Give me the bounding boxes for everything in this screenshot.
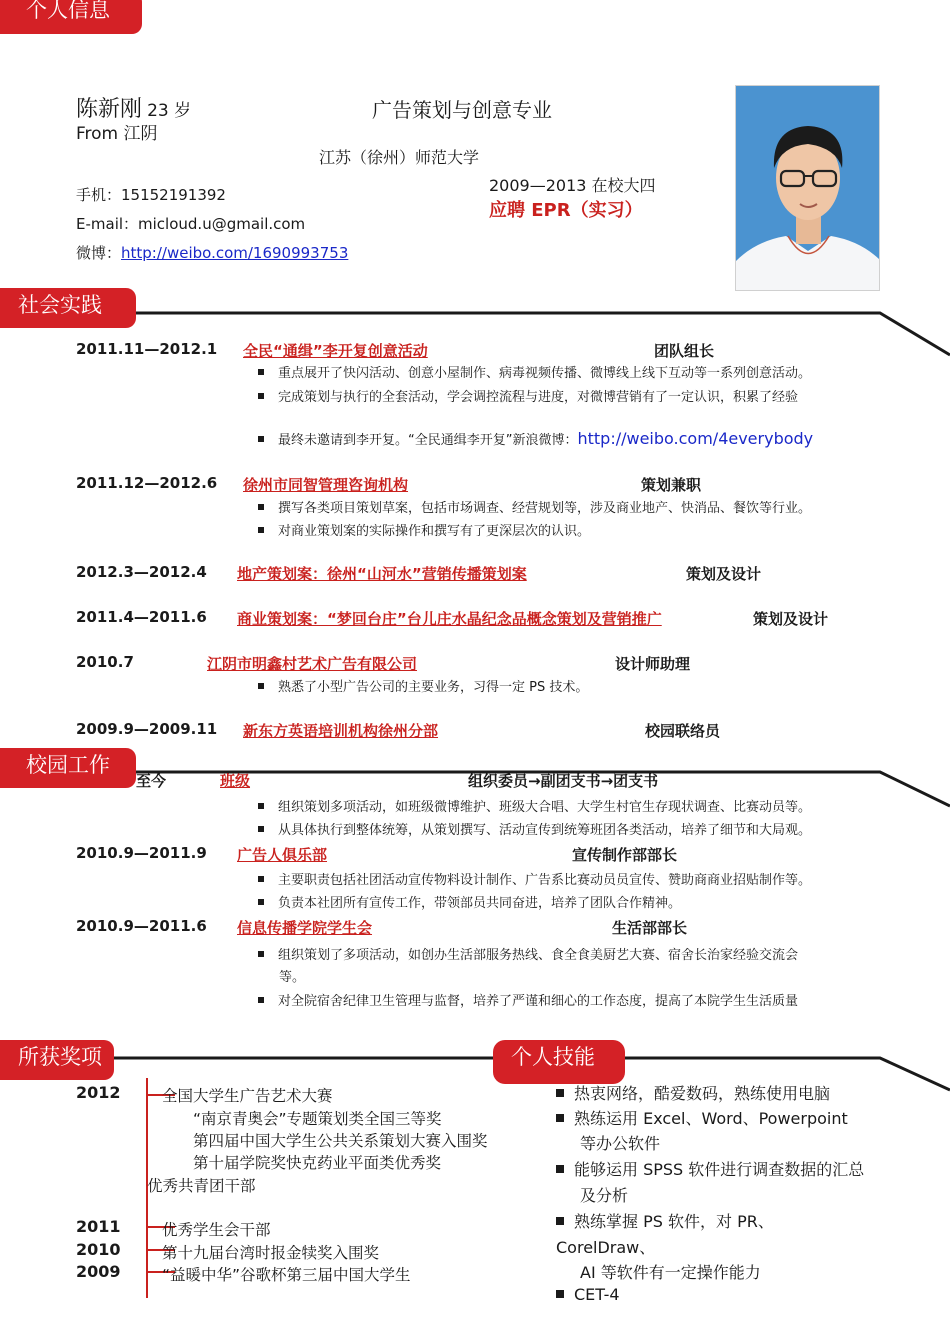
- entry-date: 2010.9—2011.9: [76, 844, 207, 862]
- entry-role: 生活部部长: [612, 919, 688, 937]
- profile-age: 23 岁: [147, 101, 192, 121]
- section-tag-awards: [0, 1040, 114, 1080]
- skill-text: 热衷网络，酷爱数码，熟练使用电脑: [574, 1084, 831, 1103]
- entry-role: 策划及设计: [686, 565, 762, 583]
- section-title: 校园工作: [26, 753, 110, 777]
- entry-role: 策划及设计: [753, 610, 829, 628]
- profile-position: 应聘 EPR（实习）: [489, 200, 643, 221]
- entry-org: 新东方英语培训机构徐州分部: [243, 722, 439, 740]
- bullet-item: [258, 520, 590, 539]
- portrait-photo: [735, 85, 880, 291]
- award-item: 第十届学院奖快克药业平面类优秀奖: [193, 1154, 442, 1172]
- bullet-item: [258, 819, 811, 838]
- section-title: 所获奖项: [18, 1045, 102, 1069]
- bullet-icon: [258, 527, 264, 533]
- entry-org: 徐州市同智管理咨询机构: [243, 476, 409, 494]
- entry-org: 全民“通缉”李开复创意活动: [243, 342, 428, 360]
- bullet-icon: [258, 997, 264, 1003]
- bullet-icon: [258, 683, 264, 689]
- entry-org: 地产策划案：徐州“山河水”营销传播策划案: [237, 565, 527, 583]
- bullet-icon: [258, 803, 264, 809]
- bullet-icon: [258, 436, 264, 442]
- award-item: “益暖中华”谷歌杯第三届中国大学生: [162, 1266, 411, 1284]
- bullet-text: 组织策划了多项活动，如创办生活部服务热线、食全食美厨艺大赛、宿舍长治家经验交流会: [278, 948, 799, 963]
- profile-name: 陈新刚: [76, 97, 143, 122]
- award-item: 第四届中国大学生公共关系策划大赛入围奖: [193, 1132, 488, 1150]
- section-title: 个人技能: [511, 1045, 595, 1069]
- bullet-text: 撰写各类项目策划草案，包括市场调查、经营规划等，涉及商业地产、快消品、餐饮等行业。: [278, 501, 812, 516]
- skill-text: 熟练运用 Excel、Word、Powerpoint: [574, 1109, 848, 1128]
- bullet-item: [258, 869, 811, 888]
- entry-role: 组织委员→副团支书→团支书: [468, 772, 659, 790]
- skill-text-continued: 等办公软件: [580, 1134, 661, 1153]
- section-tag-skills: [493, 1040, 625, 1084]
- weibo-4everybody-link[interactable]: http://weibo.com/4everybody: [577, 429, 814, 448]
- entry-date: 2012.3—2012.4: [76, 563, 207, 581]
- skill-text-continued: CorelDraw、: [556, 1238, 656, 1257]
- bullet-icon: [258, 951, 264, 957]
- bullet-icon: [258, 899, 264, 905]
- entry-date: 2010.7: [76, 653, 134, 671]
- bullet-item: [258, 386, 798, 405]
- bullet-icon: [258, 369, 264, 375]
- profile-weibo: [76, 242, 348, 263]
- entry-org: 商业策划案：“梦回台庄”台儿庄水晶纪念品概念策划及营销推广: [237, 610, 662, 628]
- bullet-text: 最终未邀请到李开复。“全民通缉李开复”新浪微博：: [278, 433, 578, 448]
- skill-item: [556, 1157, 864, 1180]
- award-year: 2011: [76, 1217, 121, 1236]
- section-title: 社会实践: [18, 293, 102, 317]
- entry-date: 2011.12—2012.6: [76, 474, 218, 492]
- bullet-icon: [556, 1217, 564, 1225]
- bullet-text: 从具体执行到整体统筹，从策划撰写、活动宣传到统筹班团各类活动，培养了细节和大局观。: [278, 823, 812, 838]
- entry-role: 团队组长: [654, 342, 715, 360]
- skill-text-continued: AI 等软件有一定操作能力: [580, 1263, 761, 1282]
- skill-item: [556, 1209, 774, 1232]
- bullet-text: 组织策划多项活动，如班级微博维护、班级大合唱、大学生村官生存现状调查、比赛动员等。: [278, 800, 812, 815]
- bullet-text: 对全院宿舍纪律卫生管理与监督，培养了严谨和细心的工作态度，提高了本院学生生活质量: [278, 994, 799, 1009]
- bullet-text: 完成策划与执行的全套活动，学会调控流程与进度，对微博营销有了一定认识，积累了经验: [278, 390, 799, 405]
- skill-text-continued: 及分析: [580, 1186, 629, 1205]
- section-title: 个人信息: [26, 0, 110, 22]
- entry-date: 至今: [136, 772, 167, 790]
- award-item: 第十九届台湾时报金犊奖入围奖: [162, 1244, 380, 1262]
- bullet-icon: [556, 1089, 564, 1097]
- weibo-label: 微博：: [76, 244, 122, 262]
- bullet-icon: [258, 504, 264, 510]
- bullet-icon: [556, 1290, 564, 1298]
- entry-date: 2010.9—2011.6: [76, 917, 207, 935]
- entry-role: 宣传制作部部长: [572, 846, 678, 864]
- award-item: 优秀共青团干部: [147, 1177, 256, 1195]
- entry-org: 班级: [220, 772, 251, 790]
- bullet-icon: [258, 393, 264, 399]
- entry-date: 2011.4—2011.6: [76, 608, 207, 626]
- award-year: 2009: [76, 1262, 121, 1281]
- bullet-item: [258, 497, 811, 516]
- profile-from: From 江阴: [76, 124, 158, 144]
- bullet-text: 主要职责包括社团活动宣传物料设计制作、广告系比赛动员员宣传、赞助商商业招贴制作等。: [278, 873, 812, 888]
- skill-text: 能够运用 SPSS 软件进行调查数据的汇总: [574, 1160, 865, 1179]
- section-tag-campus-work: [0, 748, 136, 788]
- award-item: 优秀学生会干部: [162, 1221, 271, 1239]
- bullet-icon: [556, 1165, 564, 1173]
- entry-role: 设计师助理: [615, 655, 691, 673]
- entry-org: 江阴市明鑫村艺术广告有限公司: [207, 655, 418, 673]
- entry-date: 2011.11—2012.1: [76, 340, 218, 358]
- entry-org: 广告人俱乐部: [237, 846, 328, 864]
- bullet-item: [258, 990, 798, 1009]
- entry-role: 校园联络员: [645, 722, 721, 740]
- skill-item: [556, 1081, 830, 1104]
- bullet-text: 对商业策划案的实际操作和撰写有了更深层次的认识。: [278, 524, 591, 539]
- profile-email: E-mail：micloud.u@gmail.com: [76, 215, 306, 233]
- profile-years: 2009—2013 在校大四: [489, 176, 656, 195]
- weibo-link[interactable]: http://weibo.com/1690993753: [121, 244, 349, 262]
- bullet-icon: [258, 826, 264, 832]
- bullet-item: [258, 944, 798, 963]
- profile-university: 江苏（徐州）师范大学: [319, 148, 480, 167]
- entry-date: 2009.9—2009.11: [76, 720, 218, 738]
- bullet-item: [258, 362, 811, 381]
- bullet-text: 负责本社团所有宣传工作，带领部员共同奋进，培养了团队合作精神。: [278, 896, 682, 911]
- skill-item: [556, 1106, 848, 1129]
- bullet-item: [258, 892, 681, 911]
- bullet-item: [258, 676, 588, 695]
- bullet-text-continued: 等。: [279, 970, 306, 985]
- entry-role: 策划兼职: [641, 476, 702, 494]
- profile-major: 广告策划与创意专业: [372, 98, 552, 122]
- bullet-icon: [258, 876, 264, 882]
- skill-item: [556, 1285, 620, 1304]
- section-tag-social-practice: [0, 288, 136, 328]
- award-item: “南京青奥会”专题策划类全国三等奖: [193, 1110, 442, 1128]
- entry-org: 信息传播学院学生会: [237, 919, 373, 937]
- bullet-text: 重点展开了快闪活动、创意小屋制作、病毒视频传播、微博线上线下互动等一系列创意活动。: [278, 366, 812, 381]
- skill-text: 熟练掌握 PS 软件，对 PR、: [574, 1212, 774, 1231]
- portrait-icon: [736, 86, 880, 291]
- award-year: 2010: [76, 1240, 121, 1259]
- award-year: 2012: [76, 1083, 121, 1102]
- skill-text: CET-4: [574, 1285, 620, 1304]
- bullet-item: [258, 796, 811, 815]
- award-item: 全国大学生广告艺术大赛: [162, 1087, 333, 1105]
- bullet-text: 熟悉了小型广告公司的主要业务，习得一定 PS 技术。: [278, 680, 589, 695]
- bullet-icon: [556, 1114, 564, 1122]
- profile-phone: 手机：15152191392: [76, 186, 226, 204]
- bullet-item: [258, 429, 813, 448]
